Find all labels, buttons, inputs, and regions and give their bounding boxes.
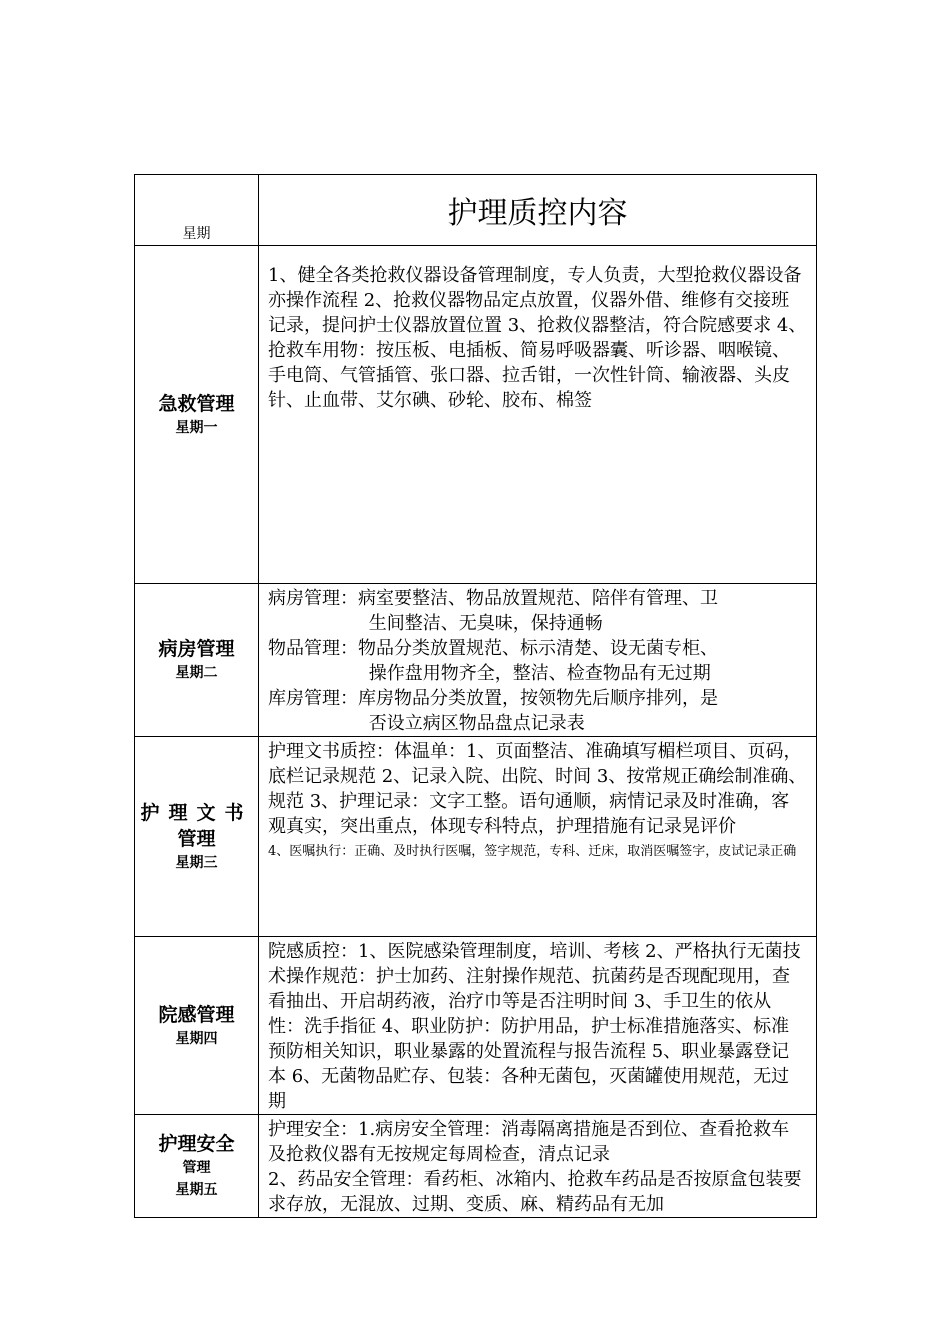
item-label: 库房管理：	[268, 688, 358, 709]
list-item	[268, 686, 807, 711]
item-label: 物品管理：	[268, 638, 358, 659]
item-text-continued: 操作盘用物齐全，整洁、检查物品有无过期	[368, 663, 711, 684]
content-text: 1、健全各类抢救仪器设备管理制度，专人负责，大型抢救仪器设备亦操作流程 2、抢救仪器物品定点放置，仪器外借、维修有交接班记录，提问护士仪器放置位置 3、抢救仪器整洁，符合院感要求 4、抢救车用物：按压板、电插板、简易呼吸器囊、听诊器、咽喉镜、手电筒、气管插管、张口器、拉舌钳，一次性针筒、输液器、头皮针、止血带、艾尔碘、砂轮、胶布、棉签	[268, 265, 807, 411]
table-row	[135, 1115, 817, 1218]
section-title: 护理文书	[140, 801, 253, 824]
item-label: 病房管理：	[268, 588, 358, 609]
section-cell	[135, 937, 259, 1115]
item-text: 库房物品分类放置，按领物先后顺序排列，是	[358, 688, 718, 709]
item-text-continued: 否设立病区物品盘点记录表	[368, 713, 585, 734]
content-cell	[259, 584, 817, 737]
section-cell	[135, 246, 259, 584]
item-text-continued: 生间整洁、无臭味，保持通畅	[368, 613, 603, 634]
section-title-line2: 管理	[177, 827, 216, 850]
header-title: 护理质控内容	[259, 175, 817, 246]
content-cell	[259, 737, 817, 937]
content-cell	[259, 246, 817, 584]
item-text: 病室要整洁、物品放置规范、陪伴有管理、卫	[358, 588, 718, 609]
table-header-row	[135, 175, 817, 246]
weekday-label: 星期五	[175, 1182, 218, 1198]
weekday-label: 星期一	[175, 419, 218, 436]
table-row	[135, 737, 817, 937]
section-title: 病房管理	[158, 638, 235, 660]
content-text: 护理安全：1.病房安全管理：消毒隔离措施是否到位、查看抢救车及抢救仪器有无按规定每周检查，清点记录	[268, 1119, 790, 1165]
section-cell	[135, 584, 259, 737]
table-row	[135, 246, 817, 584]
content-text: 2、药品安全管理：看药柜、冰箱内、抢救车药品是否按原盒包装要求存放，无混放、过期、变质、麻、精药品有无加	[268, 1169, 802, 1215]
section-title: 院感管理	[158, 1003, 235, 1026]
header-weekday: 星期	[135, 175, 259, 246]
list-item	[268, 586, 807, 611]
weekday-label: 星期二	[175, 665, 218, 681]
table-row	[135, 584, 817, 737]
item-text: 物品分类放置规范、标示清楚、设无菌专柜、	[358, 638, 718, 659]
section-cell	[135, 737, 259, 937]
table-row	[135, 937, 817, 1115]
section-title-line2: 管理	[182, 1160, 211, 1176]
weekday-label: 星期四	[175, 1030, 218, 1047]
content-cell	[259, 1115, 817, 1218]
section-title: 急救管理	[158, 392, 235, 415]
section-title: 护理安全	[158, 1133, 235, 1155]
section-cell	[135, 1115, 259, 1218]
content-text: 院感质控：1、医院感染管理制度，培训、考核 2、严格执行无菌技术操作规范：护士加药、注射操作规范、抗菌药是否现配现用，查看抽出、开启胡药液，治疗巾等是否注明时间 3、手卫生的依从性：洗手指征 4、职业防护：防护用品，护士标准措施落实、标准预防相关知识，职业暴露的处置流程与报告流程 5、职业暴露登记本 6、无菌物品贮存、包装：各种无菌包，灭菌罐使用规范，无过期	[268, 941, 801, 1112]
content-note: 4、医嘱执行：正确、及时执行医嘱，签字规范，专科、迁床，取消医嘱签字，皮试记录正确	[268, 844, 797, 859]
weekday-label: 星期三	[175, 854, 218, 871]
quality-control-table	[134, 174, 817, 1218]
content-cell	[259, 937, 817, 1115]
list-item	[268, 636, 807, 661]
content-text: 护理文书质控：体温单：1、页面整洁、准确填写楣栏项目、页码，底栏记录规范 2、记录入院、出院、时间 3、按常规正确绘制准确、规范 3、护理记录：文字工整。语句通顺，病情记录及时准确，客观真实，突出重点，体现专科特点，护理措施有记录晃评价	[268, 741, 807, 837]
